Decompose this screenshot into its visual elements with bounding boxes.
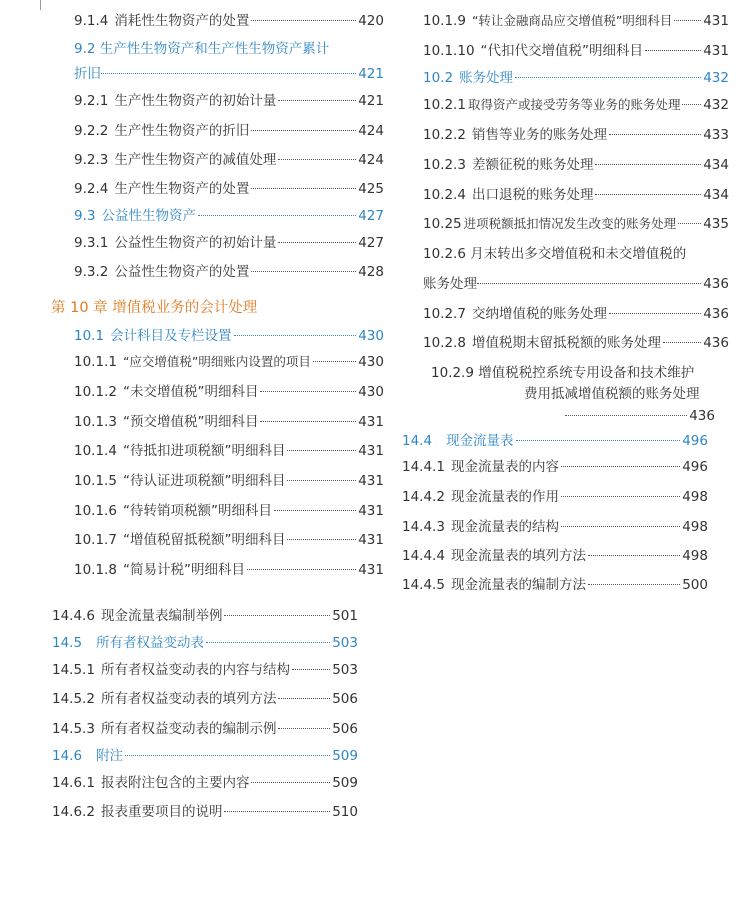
entry-page: 500 bbox=[682, 577, 708, 593]
toc-entry-9-2-3[interactable] bbox=[74, 151, 384, 169]
entry-number: 10.1.4 bbox=[74, 443, 117, 459]
entry-number: 10.2.2 bbox=[423, 127, 466, 143]
entry-page: 431 bbox=[358, 443, 384, 459]
toc-entry-9-3[interactable] bbox=[74, 207, 384, 225]
toc-entry-14-4[interactable] bbox=[402, 432, 708, 450]
dot-leader bbox=[206, 642, 330, 643]
toc-entry-10-1-8[interactable] bbox=[74, 561, 384, 579]
dot-leader bbox=[595, 164, 701, 165]
entry-page: 498 bbox=[682, 548, 708, 564]
entry-number: 10.1.10 bbox=[423, 43, 475, 59]
entry-number: 9.2.1 bbox=[74, 93, 109, 109]
entry-number: 10.1.6 bbox=[74, 503, 117, 519]
entry-page: 431 bbox=[358, 562, 384, 578]
entry-page: 431 bbox=[703, 13, 729, 29]
toc-entry-10-2-7[interactable] bbox=[423, 305, 729, 323]
entry-page: 509 bbox=[332, 775, 358, 791]
entry-page: 434 bbox=[703, 157, 729, 173]
entry-number: 14.6 bbox=[52, 748, 83, 764]
toc-entry-10-1-2[interactable] bbox=[74, 383, 384, 401]
dot-leader bbox=[278, 159, 356, 160]
dot-leader bbox=[595, 194, 701, 195]
toc-entry-10-2-8[interactable] bbox=[423, 334, 729, 352]
toc-entry-10-2-9-line1[interactable] bbox=[431, 364, 694, 382]
toc-entry-14-4-2[interactable] bbox=[402, 488, 708, 506]
entry-title: 公益性生物资产的初始计量 bbox=[114, 235, 277, 251]
toc-entry-14-4-5[interactable] bbox=[402, 576, 708, 594]
entry-page: 431 bbox=[703, 43, 729, 59]
toc-entry-14-4-1[interactable] bbox=[402, 458, 708, 476]
entry-title: 所有者权益变动表的填列方法 bbox=[100, 691, 277, 707]
entry-number: 14.4.6 bbox=[52, 608, 95, 624]
toc-entry-10-1-9[interactable] bbox=[423, 12, 729, 30]
toc-entry-14-5-3[interactable] bbox=[52, 720, 358, 738]
entry-page: 433 bbox=[703, 127, 729, 143]
entry-title: “待抵扣进项税额”明细科目 bbox=[122, 443, 286, 459]
entry-page: 510 bbox=[332, 804, 358, 820]
entry-title: 出口退税的账务处理 bbox=[471, 187, 594, 203]
entry-page: 503 bbox=[332, 635, 358, 651]
entry-number: 9.2.3 bbox=[74, 152, 109, 168]
entry-page: 424 bbox=[358, 152, 384, 168]
toc-entry-14-5-2[interactable] bbox=[52, 690, 358, 708]
toc-entry-9-3-1[interactable] bbox=[74, 234, 384, 252]
entry-page: 421 bbox=[358, 66, 384, 82]
entry-number: 10.1.2 bbox=[74, 384, 117, 400]
dot-leader bbox=[287, 450, 356, 451]
entry-title: 现金流量表编制举例 bbox=[100, 608, 223, 624]
toc-entry-10-1-6[interactable] bbox=[74, 502, 384, 520]
entry-title: 现金流量表的结构 bbox=[450, 519, 559, 535]
entry-title: 现金流量表 bbox=[446, 433, 514, 449]
entry-number: 10.2.1 bbox=[423, 97, 466, 113]
entry-page: 432 bbox=[703, 70, 729, 86]
toc-entry-10-1-5[interactable] bbox=[74, 472, 384, 490]
entry-page: 430 bbox=[358, 328, 384, 344]
toc-entry-10-1[interactable] bbox=[74, 327, 384, 345]
entry-title: 10.2.9 增值税税控系统专用设备和技术维护 bbox=[431, 365, 695, 381]
entry-title: “待转销项税额”明细科目 bbox=[122, 503, 272, 519]
entry-page: 424 bbox=[358, 123, 384, 139]
dot-leader bbox=[588, 555, 680, 556]
entry-number: 10.1.9 bbox=[423, 13, 466, 29]
entry-title: 公益性生物资产 bbox=[101, 208, 196, 224]
entry-title: “简易计税”明细科目 bbox=[122, 562, 245, 578]
entry-page: 498 bbox=[682, 519, 708, 535]
dot-leader bbox=[101, 73, 356, 74]
dot-leader bbox=[247, 569, 356, 570]
toc-entry-10-2-9-page[interactable] bbox=[565, 407, 715, 425]
entry-number: 14.6.2 bbox=[52, 804, 95, 820]
dot-leader bbox=[565, 415, 687, 416]
dot-leader bbox=[251, 188, 356, 189]
entry-title: “增值税留抵税额”明细科目 bbox=[122, 532, 286, 548]
entry-title: 现金流量表的填列方法 bbox=[450, 548, 586, 564]
dot-leader bbox=[260, 421, 356, 422]
toc-entry-14-6-2[interactable] bbox=[52, 803, 358, 821]
dot-leader bbox=[588, 584, 680, 585]
toc-entry-14-6-1[interactable] bbox=[52, 774, 358, 792]
entry-title: 生产性生物资产的初始计量 bbox=[114, 93, 277, 109]
entry-title: 所有者权益变动表的内容与结构 bbox=[100, 662, 290, 678]
toc-entry-10-1-1[interactable] bbox=[74, 353, 384, 371]
entry-title: 账务处理 bbox=[459, 70, 514, 86]
toc-entry-10-2[interactable] bbox=[423, 69, 729, 87]
toc-entry-10-2-5[interactable] bbox=[423, 215, 729, 233]
toc-entry-10-1-3[interactable] bbox=[74, 413, 384, 431]
entry-number: 10.1 bbox=[74, 328, 105, 344]
toc-entry-10-1-10[interactable] bbox=[423, 42, 729, 60]
dot-leader bbox=[561, 496, 680, 497]
entry-title: 现金流量表的作用 bbox=[450, 489, 559, 505]
entry-number: 14.5.2 bbox=[52, 691, 95, 707]
entry-title: 所有者权益变动表的编制示例 bbox=[100, 721, 277, 737]
dot-leader bbox=[198, 215, 356, 216]
entry-page: 436 bbox=[703, 276, 729, 292]
entry-number: 9.2.4 bbox=[74, 181, 109, 197]
entry-title: 销售等业务的账务处理 bbox=[471, 127, 607, 143]
dot-leader bbox=[645, 50, 701, 51]
entry-number: 14.4.3 bbox=[402, 519, 445, 535]
toc-entry-9-2-line1[interactable] bbox=[74, 40, 329, 58]
entry-title: 费用抵减增值税额的账务处理 bbox=[524, 386, 700, 402]
entry-page: 431 bbox=[358, 503, 384, 519]
dot-leader bbox=[278, 728, 330, 729]
entry-title: 第 10 章 增值税业务的会计处理 bbox=[51, 300, 258, 316]
toc-entry-10-2-6-line2[interactable] bbox=[423, 275, 729, 293]
entry-number: 10.2.7 bbox=[423, 306, 466, 322]
dot-leader bbox=[516, 440, 681, 441]
entry-page: 421 bbox=[358, 93, 384, 109]
dot-leader bbox=[287, 480, 356, 481]
entry-page: 431 bbox=[358, 473, 384, 489]
dot-leader bbox=[278, 698, 330, 699]
chapter-heading[interactable] bbox=[51, 299, 257, 317]
dot-leader bbox=[561, 526, 680, 527]
entry-number: 14.4 bbox=[402, 433, 433, 449]
entry-title: 生产性生物资产的处置 bbox=[114, 181, 250, 197]
dot-leader bbox=[674, 20, 701, 21]
entry-title: 增值税期末留抵税额的账务处理 bbox=[471, 335, 661, 351]
entry-number: 9.3.2 bbox=[74, 264, 109, 280]
dot-leader bbox=[260, 391, 356, 392]
dot-leader bbox=[278, 242, 356, 243]
entry-title: “预交增值税”明细科目 bbox=[122, 414, 259, 430]
entry-page: 420 bbox=[358, 13, 384, 29]
dot-leader bbox=[224, 615, 330, 616]
dot-leader bbox=[292, 669, 330, 670]
entry-title: 生产性生物资产的减值处理 bbox=[114, 152, 277, 168]
entry-page: 434 bbox=[703, 187, 729, 203]
entry-number: 10.2.3 bbox=[423, 157, 466, 173]
entry-number: 14.4.2 bbox=[402, 489, 445, 505]
entry-title: 附注 bbox=[96, 748, 124, 764]
dot-leader bbox=[251, 130, 356, 131]
entry-page: 501 bbox=[332, 608, 358, 624]
page-corner-mark bbox=[40, 0, 41, 10]
toc-entry-10-1-7[interactable] bbox=[74, 531, 384, 549]
entry-title: “代扣代交增值税”明细科目 bbox=[480, 43, 644, 59]
entry-number: 14.5 bbox=[52, 635, 83, 651]
dot-leader bbox=[251, 20, 356, 21]
entry-title: “未交增值税”明细科目 bbox=[122, 384, 259, 400]
entry-number: 14.5.3 bbox=[52, 721, 95, 737]
toc-entry-10-2-4[interactable] bbox=[423, 186, 729, 204]
entry-page: 436 bbox=[689, 408, 715, 424]
entry-number: 14.5.1 bbox=[52, 662, 95, 678]
entry-number: 9.1.4 bbox=[74, 13, 109, 29]
entry-page: 430 bbox=[358, 384, 384, 400]
entry-title: 取得资产或接受劳务等业务的账务处理 bbox=[467, 97, 681, 112]
entry-number: 10.1.5 bbox=[74, 473, 117, 489]
entry-page: 436 bbox=[703, 335, 729, 351]
toc-entry-10-2-1[interactable] bbox=[423, 96, 729, 114]
entry-page: 425 bbox=[358, 181, 384, 197]
entry-page: 509 bbox=[332, 748, 358, 764]
entry-title: 9.2 生产性生物资产和生产性生物资产累计 bbox=[74, 41, 330, 57]
entry-title: 生产性生物资产的折旧 bbox=[114, 123, 250, 139]
entry-number: 10.2.8 bbox=[423, 335, 466, 351]
entry-title: 进项税额抵扣情况发生改变的账务处理 bbox=[463, 216, 677, 231]
entry-page: 435 bbox=[703, 216, 729, 232]
toc-entry-14-4-3[interactable] bbox=[402, 518, 708, 536]
entry-page: 436 bbox=[703, 306, 729, 322]
toc-entry-10-1-4[interactable] bbox=[74, 442, 384, 460]
entry-title: 现金流量表的内容 bbox=[450, 459, 559, 475]
dot-leader bbox=[561, 466, 680, 467]
dot-leader bbox=[278, 100, 356, 101]
entry-page: 431 bbox=[358, 414, 384, 430]
entry-title: 所有者权益变动表 bbox=[96, 635, 205, 651]
entry-title: 报表重要项目的说明 bbox=[100, 804, 223, 820]
dot-leader bbox=[251, 782, 330, 783]
toc-entry-14-5[interactable] bbox=[52, 634, 358, 652]
entry-title: 报表附注包含的主要内容 bbox=[100, 775, 250, 791]
entry-title: 交纳增值税的账务处理 bbox=[471, 306, 607, 322]
toc-entry-10-2-6-line1[interactable] bbox=[423, 245, 686, 263]
entry-page: 432 bbox=[703, 97, 729, 113]
toc-entry-9-2-line2[interactable] bbox=[74, 65, 384, 83]
dot-leader bbox=[313, 361, 356, 362]
dot-leader bbox=[678, 223, 701, 224]
toc-entry-10-2-9-line2[interactable] bbox=[524, 385, 700, 403]
toc-entry-9-1-4[interactable] bbox=[74, 12, 384, 30]
entry-number: 9.3 bbox=[74, 208, 96, 224]
entry-number: 10.2 bbox=[423, 70, 454, 86]
entry-page: 430 bbox=[358, 354, 384, 370]
entry-page: 427 bbox=[358, 208, 384, 224]
dot-leader bbox=[251, 271, 356, 272]
entry-page: 506 bbox=[332, 721, 358, 737]
entry-number: 10.1.7 bbox=[74, 532, 117, 548]
entry-number: 14.4.4 bbox=[402, 548, 445, 564]
toc-entry-10-2-3[interactable] bbox=[423, 156, 729, 174]
toc-entry-10-2-2[interactable] bbox=[423, 126, 729, 144]
toc-entry-9-2-4[interactable] bbox=[74, 180, 384, 198]
dot-leader bbox=[515, 77, 701, 78]
entry-number: 14.6.1 bbox=[52, 775, 95, 791]
dot-leader bbox=[125, 755, 330, 756]
dot-leader bbox=[663, 342, 701, 343]
entry-title: 折旧 bbox=[74, 66, 101, 82]
toc-entry-14-4-4[interactable] bbox=[402, 547, 708, 565]
entry-page: 506 bbox=[332, 691, 358, 707]
entry-title: 现金流量表的编制方法 bbox=[450, 577, 586, 593]
entry-number: 10.2.4 bbox=[423, 187, 466, 203]
dot-leader bbox=[609, 134, 701, 135]
entry-title: 差额征税的账务处理 bbox=[471, 157, 594, 173]
entry-number: 14.4.5 bbox=[402, 577, 445, 593]
entry-page: 427 bbox=[358, 235, 384, 251]
entry-title: “待认证进项税额”明细科目 bbox=[122, 473, 286, 489]
entry-page: 496 bbox=[682, 433, 708, 449]
entry-number: 10.1.3 bbox=[74, 414, 117, 430]
entry-page: 496 bbox=[682, 459, 708, 475]
toc-entry-9-2-1[interactable] bbox=[74, 92, 384, 110]
dot-leader bbox=[234, 335, 357, 336]
dot-leader bbox=[274, 510, 356, 511]
entry-title: 账务处理 bbox=[423, 276, 477, 292]
entry-title: 消耗性生物资产的处置 bbox=[114, 13, 250, 29]
entry-title: 10.2.6 月末转出多交增值税和未交增值税的 bbox=[423, 246, 687, 262]
entry-number: 10.25 bbox=[423, 216, 462, 232]
toc-entry-9-3-2[interactable] bbox=[74, 263, 384, 281]
toc-entry-14-5-1[interactable] bbox=[52, 661, 358, 679]
toc-entry-14-6[interactable] bbox=[52, 747, 358, 765]
entry-title: “应交增值税”明细账内设置的项目 bbox=[122, 354, 311, 369]
entry-title: 公益性生物资产的处置 bbox=[114, 264, 250, 280]
entry-number: 14.4.1 bbox=[402, 459, 445, 475]
entry-title: 会计科目及专栏设置 bbox=[110, 328, 232, 344]
dot-leader bbox=[682, 104, 701, 105]
dot-leader bbox=[287, 539, 356, 540]
toc-entry-14-4-6[interactable] bbox=[52, 607, 358, 625]
entry-title: “转让金融商品应交增值税”明细科目 bbox=[471, 13, 673, 28]
entry-page: 428 bbox=[358, 264, 384, 280]
dot-leader bbox=[477, 283, 701, 284]
entry-number: 9.2.2 bbox=[74, 123, 109, 139]
toc-entry-9-2-2[interactable] bbox=[74, 122, 384, 140]
entry-number: 10.1.8 bbox=[74, 562, 117, 578]
entry-number: 10.1.1 bbox=[74, 354, 117, 370]
entry-page: 498 bbox=[682, 489, 708, 505]
entry-page: 431 bbox=[358, 532, 384, 548]
dot-leader bbox=[224, 811, 330, 812]
entry-number: 9.3.1 bbox=[74, 235, 109, 251]
entry-page: 503 bbox=[332, 662, 358, 678]
dot-leader bbox=[609, 313, 701, 314]
